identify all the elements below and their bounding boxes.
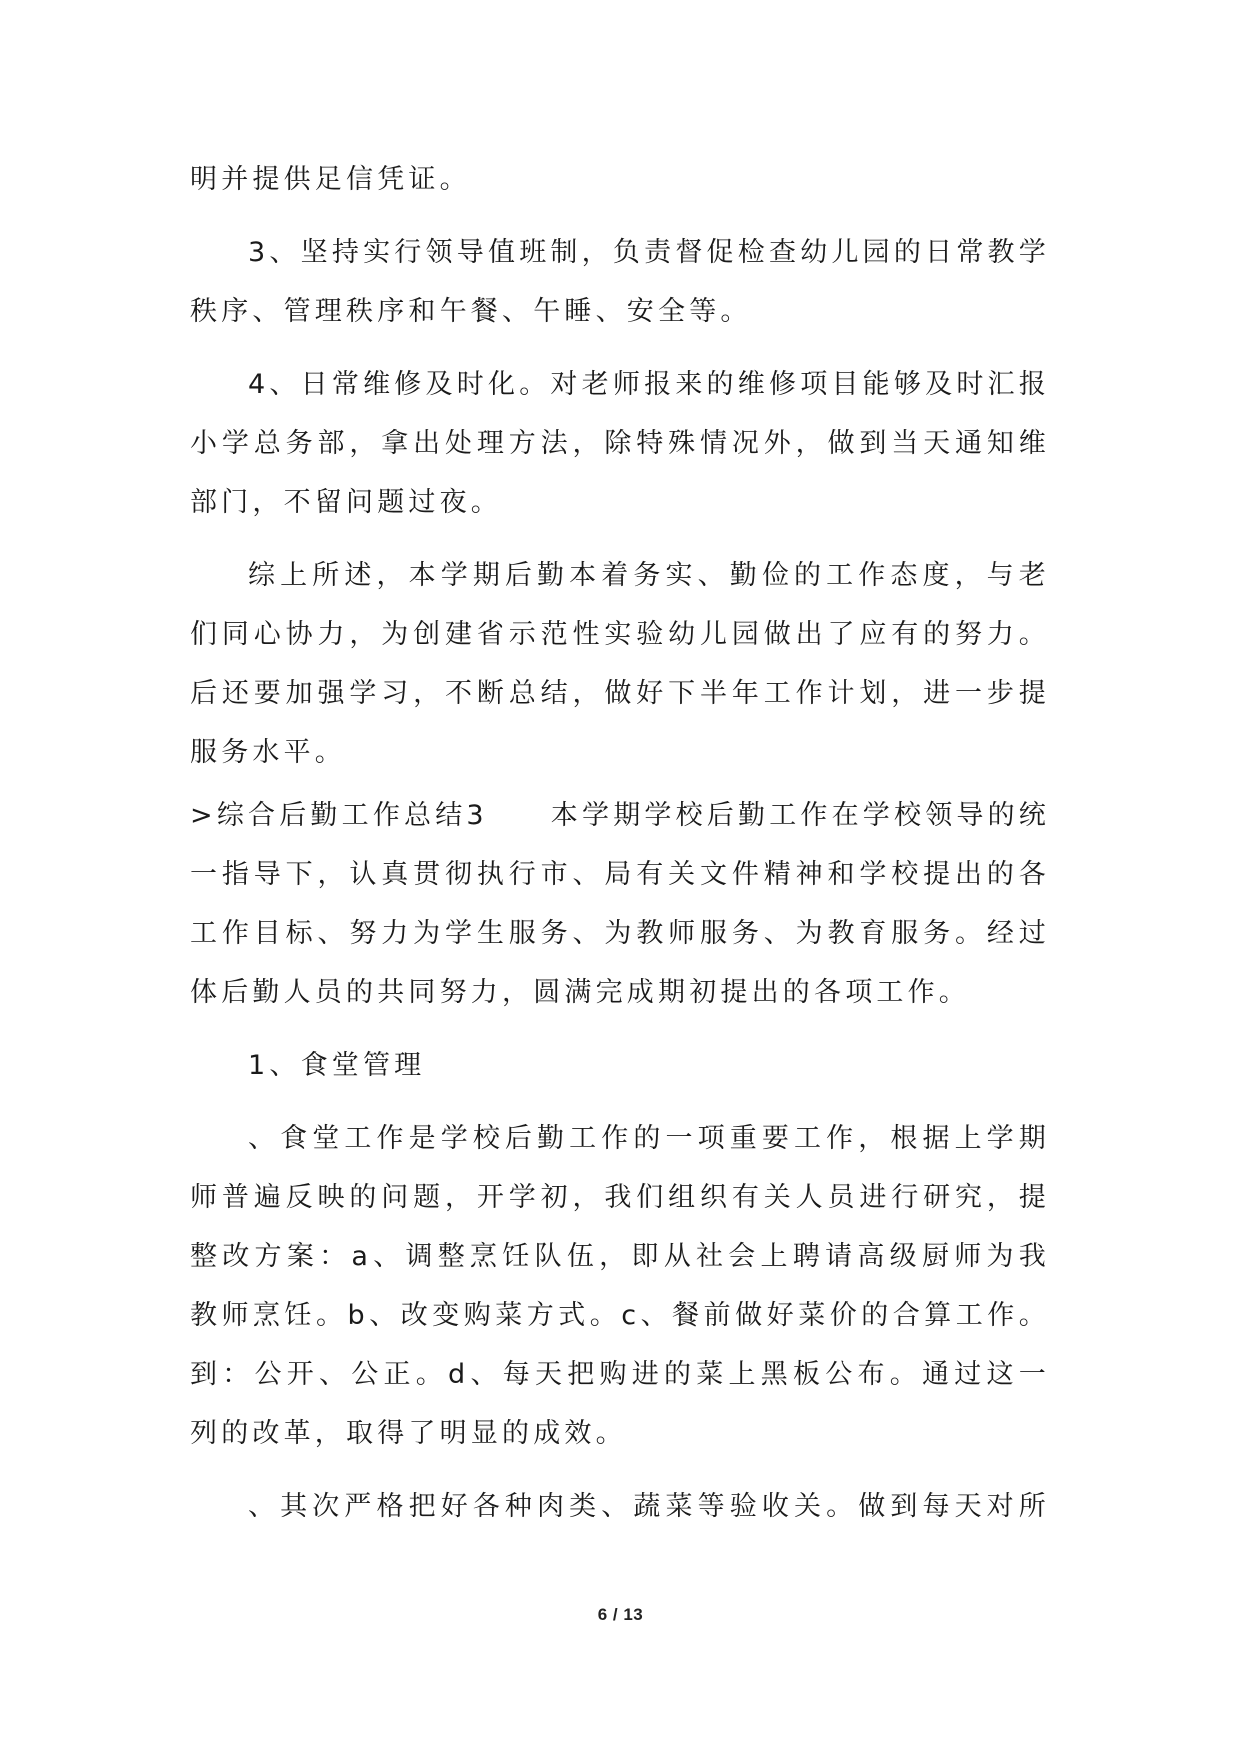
document-body: [190, 150, 1050, 1536]
page-number: 6 / 13: [597, 1605, 644, 1624]
text-line: 综上所述，本学期后勤本着务实、勤俭的工作态度，与老: [248, 560, 1050, 591]
section-intro-text: 本学期学校后勤工作在学校领导的统: [550, 800, 1050, 831]
section-heading-line: [190, 786, 1050, 845]
text-line: 、其次严格把好各种肉类、蔬菜等验收关。做到每天对所: [248, 1491, 1050, 1522]
text-line: 教师烹饪。b、改变购菜方式。c、餐前做好菜价的合算工作。: [190, 1300, 1050, 1331]
text-line: 后还要加强学习，不断总结，做好下半年工作计划，进一步提: [190, 678, 1050, 709]
section-heading: >综合后勤工作总结3: [190, 800, 488, 831]
text-line: 工作目标、努力为学生服务、为教师服务、为教育服务。经过: [190, 918, 1050, 949]
text-line: 到：公开、公正。d、每天把购进的菜上黑板公布。通过这一: [190, 1359, 1050, 1390]
text-line: 服务水平。: [190, 737, 346, 768]
text-line: 明并提供足信凭证。: [190, 164, 471, 195]
text-line: 、食堂工作是学校后勤工作的一项重要工作，根据上学期: [248, 1123, 1050, 1154]
text-line: 体后勤人员的共同努力，圆满完成期初提出的各项工作。: [190, 977, 970, 1008]
text-line: 师普遍反映的问题，开学初，我们组织有关人员进行研究，提: [190, 1182, 1050, 1213]
text-line: 们同心协力，为创建省示范性实验幼儿园做出了应有的努力。: [190, 619, 1050, 650]
text-line: 小学总务部，拿出处理方法，除特殊情况外，做到当天通知维: [190, 428, 1050, 459]
text-line: 整改方案：a、调整烹饪队伍，即从社会上聘请高级厨师为我: [190, 1241, 1050, 1272]
text-line: 秩序、管理秩序和午餐、午睡、安全等。: [190, 296, 752, 327]
text-line: 列的改革，取得了明显的成效。: [190, 1418, 627, 1449]
text-line: 4、日常维修及时化。对老师报来的维修项目能够及时汇报: [248, 369, 1050, 400]
text-line: 3、坚持实行领导值班制，负责督促检查幼儿园的日常教学: [248, 237, 1050, 268]
text-line: 部门，不留问题过夜。: [190, 487, 502, 518]
subsection-heading: 1、食堂管理: [248, 1050, 426, 1081]
text-line: 一指导下，认真贯彻执行市、局有关文件精神和学校提出的各: [190, 859, 1050, 890]
